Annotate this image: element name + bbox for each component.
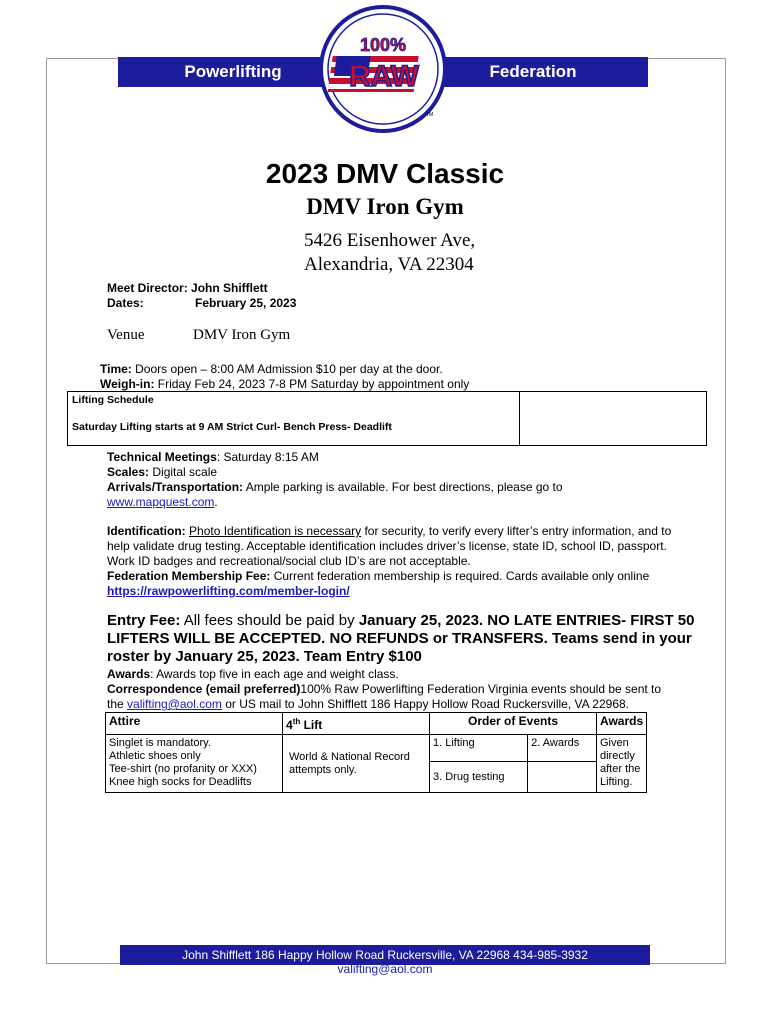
powerlifting-banner: Powerlifting bbox=[118, 57, 348, 87]
weighin-line bbox=[100, 377, 469, 392]
arrivals bbox=[107, 480, 563, 495]
address-line-2: Alexandria, VA 22304 bbox=[304, 254, 474, 275]
scales-label: Scales: bbox=[107, 465, 150, 479]
order-cell-3: 3. Drug testing bbox=[430, 762, 528, 793]
th-awards: Awards bbox=[597, 713, 647, 735]
order-cell-2: 2. Awards bbox=[528, 735, 597, 762]
entry-fee-line-2: LIFTERS WILL BE ACCEPTED. NO REFUNDS or TRANSFERS. Teams send in your bbox=[107, 630, 692, 647]
member-login-link[interactable]: https://rawpowerlifting.com/member-login/ bbox=[107, 584, 350, 598]
schedule-title: Lifting Schedule bbox=[72, 394, 154, 406]
schedule-divider bbox=[519, 392, 520, 445]
dates-value: February 25, 2023 bbox=[195, 296, 297, 310]
tech-value: : Saturday 8:15 AM bbox=[216, 450, 319, 464]
arrivals-value: Ample parking is available. For best directions, please go to bbox=[243, 480, 563, 494]
logo-tm: TM bbox=[426, 112, 434, 118]
attire-item: Athletic shoes only bbox=[109, 750, 201, 762]
venue-value: DMV Iron Gym bbox=[193, 327, 291, 343]
id-line1-tail: for security, to verify every lifter’s entry information, and to bbox=[361, 524, 672, 538]
order-cell-empty bbox=[528, 762, 597, 793]
fourth-lift-text: World & National Record attempts only. bbox=[289, 750, 410, 776]
dates-label: Dates: bbox=[107, 296, 144, 310]
attire-item: Singlet is mandatory. bbox=[109, 737, 211, 749]
time-line bbox=[100, 362, 443, 377]
venue-label: Venue bbox=[107, 327, 145, 343]
table-header-row bbox=[106, 713, 647, 735]
scales bbox=[107, 465, 217, 480]
th-fourth-tail: Lift bbox=[300, 718, 323, 732]
weighin-label: Weigh-in: bbox=[100, 377, 155, 391]
address-line-1: 5426 Eisenhower Ave, bbox=[304, 230, 476, 251]
page-title: 2023 DMV Classic bbox=[265, 158, 505, 189]
th-fourth-lift bbox=[283, 713, 430, 735]
entry-label: Entry Fee: bbox=[107, 612, 181, 629]
tech-label: Technical Meetings bbox=[107, 450, 217, 464]
corr-email-link[interactable]: valifting@aol.com bbox=[127, 697, 222, 711]
id-link[interactable]: Photo Identification is necessary bbox=[189, 524, 362, 538]
identification-line-3: Work ID badges and recreational/social club ID’s are not acceptable. bbox=[107, 554, 471, 568]
awards-label: Awards bbox=[107, 667, 151, 681]
mapquest-line bbox=[107, 495, 218, 510]
entry-fee-line-1 bbox=[107, 612, 695, 630]
entry-bold: January 25, 2023. NO LATE ENTRIES- FIRST 50 bbox=[358, 612, 695, 629]
member-login-line bbox=[107, 584, 350, 599]
th-attire: Attire bbox=[106, 713, 283, 735]
th-fourth-sup: th bbox=[292, 717, 301, 726]
id-label: Identification: bbox=[107, 524, 186, 538]
time-value: Doors open – 8:00 AM Admission $10 per day at the door. bbox=[131, 362, 443, 376]
footer-email[interactable]: valifting@aol.com bbox=[337, 962, 433, 976]
meet-director: Meet Director: John Shifflett bbox=[107, 281, 268, 295]
raw-logo bbox=[318, 4, 448, 134]
entry-normal: All fees should be paid by bbox=[180, 612, 359, 629]
attire-cell bbox=[106, 735, 283, 793]
attire-item: Knee high socks for Deadlifts bbox=[109, 776, 252, 788]
membership-fee bbox=[107, 569, 649, 584]
venue-subtitle: DMV Iron Gym bbox=[306, 194, 464, 219]
awards-cell: Given directly after the Lifting. bbox=[597, 735, 647, 793]
identification-line-2: help validate drug testing. Acceptable identification includes driver’s license, state ID, school ID, passport. bbox=[107, 539, 667, 553]
fee-value: Current federation membership is required. Cards available only online bbox=[270, 569, 650, 583]
corr-post: or US mail to John Shifflett 186 Happy Hollow Road Ruckersville, VA 22968. bbox=[221, 697, 630, 711]
weighin-value: Friday Feb 24, 2023 7-8 PM Saturday by appointment only bbox=[154, 377, 470, 391]
logo-100-text: 100% bbox=[359, 35, 407, 55]
schedule-text: Saturday Lifting starts at 9 AM Strict Curl- Bench Press- Deadlift bbox=[72, 421, 392, 433]
tech-meetings bbox=[107, 450, 319, 465]
identification-line-1 bbox=[107, 524, 671, 539]
awards-line bbox=[107, 667, 399, 682]
th-fourth-num: 4 bbox=[286, 718, 293, 732]
fee-label: Federation Membership Fee: bbox=[107, 569, 271, 583]
corr-value: 100% Raw Powerlifting Federation Virginia events should be sent to bbox=[300, 682, 662, 696]
time-label: Time: bbox=[100, 362, 132, 376]
lifting-schedule-box bbox=[67, 391, 707, 446]
order-cell-1: 1. Lifting bbox=[430, 735, 528, 762]
correspondence-line-1 bbox=[107, 682, 661, 697]
events-table bbox=[105, 712, 647, 793]
attire-item: Tee-shirt (no profanity or XXX) bbox=[109, 763, 257, 775]
mapquest-link[interactable]: www.mapquest.com bbox=[107, 495, 215, 509]
mapquest-tail: . bbox=[214, 495, 218, 509]
table-row bbox=[106, 735, 647, 762]
th-order-of-events: Order of Events bbox=[430, 713, 597, 735]
logo-raw-text: RAW bbox=[349, 60, 419, 93]
corr-pre: the bbox=[107, 697, 128, 711]
entry-fee-line-3: roster by January 25, 2023. Team Entry $100 bbox=[107, 648, 422, 665]
fourth-lift-cell bbox=[283, 735, 430, 793]
arrivals-label: Arrivals/Transportation: bbox=[107, 480, 244, 494]
correspondence-line-2 bbox=[107, 697, 629, 712]
corr-label: Correspondence (email preferred) bbox=[107, 682, 301, 696]
scales-value: Digital scale bbox=[149, 465, 218, 479]
awards-value: : Awards top five in each age and weight class. bbox=[150, 667, 399, 681]
federation-banner: Federation bbox=[418, 57, 648, 87]
footer-bar: John Shifflett 186 Happy Hollow Road Ruckersville, VA 22968 434-985-3932 bbox=[120, 945, 650, 965]
